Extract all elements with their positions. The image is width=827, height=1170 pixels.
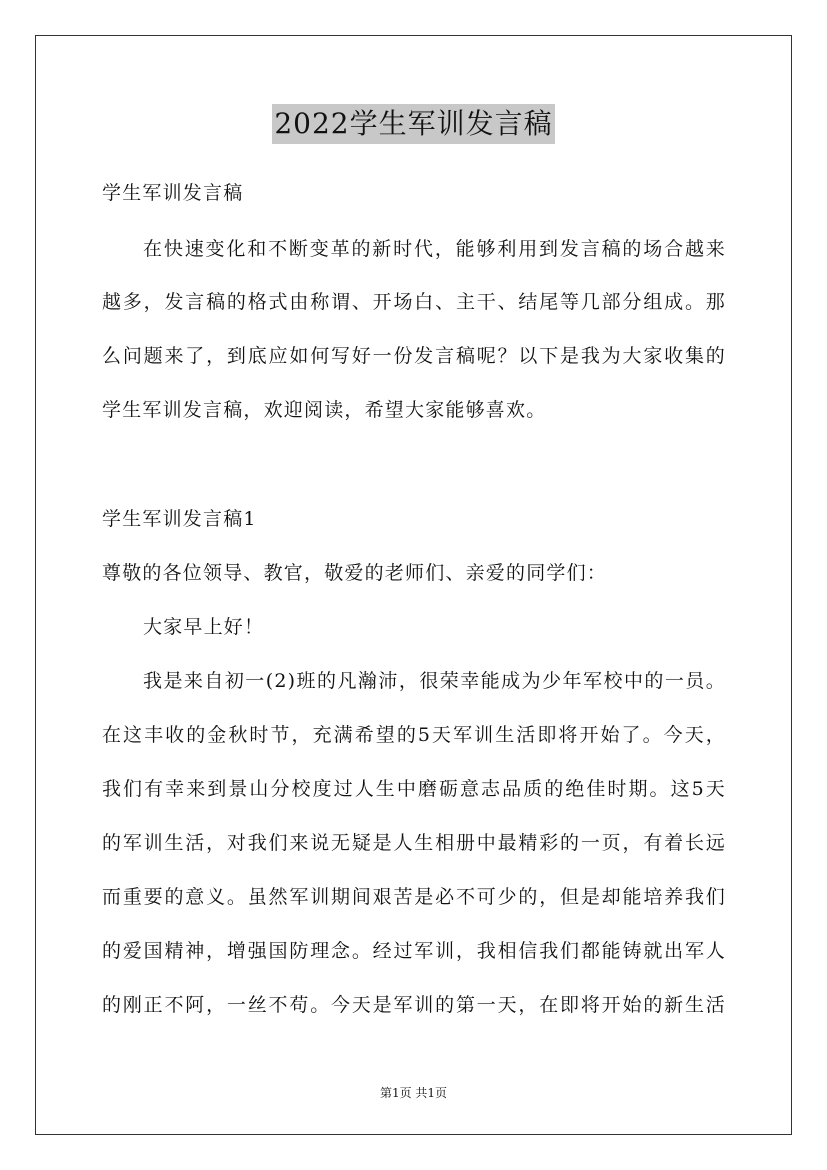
body-line-7: 的刚正不阿，一丝不苟。今天是军训的第一天，在即将开始的新生活 [102, 994, 726, 1016]
subtitle: 学生军训发言稿 [102, 182, 244, 204]
body-line-4: 的军训生活，对我们来说无疑是人生相册中最精彩的一页，有着长远 [102, 832, 726, 854]
intro-line-2: 越多，发言稿的格式由称谓、开场白、主干、结尾等几部分组成。那 [102, 291, 726, 313]
salutation: 尊敬的各位领导、教官，敬爱的老师们、亲爱的同学们： [102, 562, 608, 584]
greeting: 大家早上好！ [143, 616, 265, 638]
body-line-3: 我们有幸来到景山分校度过人生中磨砺意志品质的绝佳时期。这5天 [102, 778, 726, 800]
body-line-5: 而重要的意义。虽然军训期间艰苦是必不可少的，但是却能培养我们 [102, 886, 726, 908]
body-line-6: 的爱国精神，增强国防理念。经过军训，我相信我们都能铸就出军人 [102, 940, 726, 962]
intro-line-3: 么问题来了，到底应如何写好一份发言稿呢？以下是我为大家收集的 [102, 345, 726, 367]
intro-line-1: 在快速变化和不断变革的新时代，能够利用到发言稿的场合越来 [143, 238, 726, 260]
page-footer: 第1页 共1页 [379, 1086, 448, 1100]
intro-line-4: 学生军训发言稿，欢迎阅读，希望大家能够喜欢。 [102, 399, 547, 421]
document-title: 2022学生军训发言稿 [272, 104, 554, 144]
body-line-1: 我是来自初一(2)班的凡瀚沛，很荣幸能成为少年军校中的一员。 [143, 670, 726, 692]
section-heading: 学生军训发言稿1 [102, 508, 257, 530]
title-container [0, 104, 827, 144]
body-line-2: 在这丰收的金秋时节，充满希望的5天军训生活即将开始了。今天， [102, 724, 726, 746]
